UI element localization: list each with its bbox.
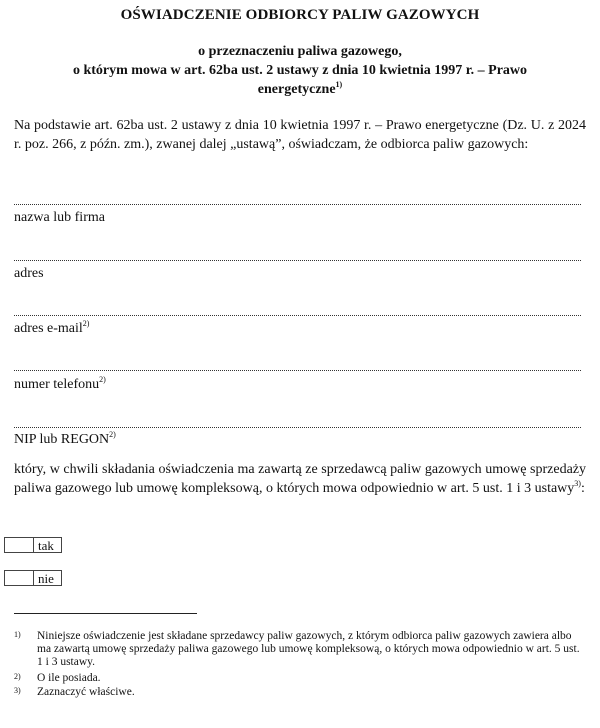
choice-yes <box>4 537 62 553</box>
footnote-1 <box>14 630 586 669</box>
no-checkbox[interactable] <box>5 571 34 585</box>
footnote-2 <box>14 672 586 685</box>
address-label-text: adres <box>14 266 44 281</box>
nip-regon-input-line[interactable] <box>14 427 581 428</box>
phone-input-line[interactable] <box>14 370 581 371</box>
footnote-ref-2: 2) <box>99 375 106 384</box>
footnote-2-number: 2) <box>14 672 21 681</box>
no-label: nie <box>38 571 54 586</box>
footnote-ref-2: 2) <box>82 319 90 328</box>
name-label-text: nazwa lub firma <box>14 210 105 225</box>
footnote-ref-2: 2) <box>109 430 116 439</box>
yes-checkbox[interactable] <box>5 538 34 552</box>
agreement-paragraph <box>14 460 586 498</box>
document-title: OŚWIADCZENIE ODBIORCY PALIW GAZOWYCH <box>120 7 480 23</box>
agreement-text: który, w chwili składania oświadczenia ma zawartą ze sprzedawcą paliw gazowych umowę sprzedaży paliwa gazowego lub umowę kompleksową, o których mowa odpowiednio w art. 5 ust. 1 i 3 ustawy <box>14 462 586 496</box>
subtitle-line-1: o przeznaczeniu paliwa gazowego, <box>198 44 402 59</box>
footnote-separator <box>14 613 197 614</box>
footnote-ref-1[interactable]: 1) <box>335 80 343 89</box>
email-label-text: adres e-mail <box>14 321 83 336</box>
intro-paragraph: Na podstawie art. 62ba ust. 2 ustawy z dnia 10 kwietnia 1997 r. – Prawo energetyczne (Dz. U. z 2024 r. poz. 266, z późn. zm.), zwanej dalej „ustawą”, oświadczam, że odbiorca paliw gazowych: <box>14 118 586 152</box>
subtitle-line-2 <box>30 61 570 99</box>
footnote-3-text: Zaznaczyć właściwe. <box>37 686 135 698</box>
footnote-ref-3: 3) <box>574 479 581 488</box>
footnote-2-text: O ile posiada. <box>37 672 101 684</box>
footnote-3 <box>14 686 586 699</box>
footnote-3-number: 3) <box>14 686 21 695</box>
document-subtitle <box>30 42 570 99</box>
email-label <box>14 321 89 337</box>
agreement-suffix: : <box>580 481 585 496</box>
footnote-1-text: Niniejsze oświadczenie jest składane sprzedawcy paliw gazowych, z którym odbiorca paliw gazowych zawiera albo ma zawartą umowę sprzedaży paliwa gazowego lub umowę kompleksową, o których mowa odpowiednio w art. 5 ust. 1 i 3 ustawy. <box>37 630 580 668</box>
name-input-line[interactable] <box>14 204 581 205</box>
nip-regon-label <box>14 432 116 448</box>
name-label <box>14 210 105 226</box>
email-input-line[interactable] <box>14 315 581 316</box>
phone-label-text: numer telefonu <box>14 377 100 392</box>
address-input-line[interactable] <box>14 260 581 261</box>
nip-regon-label-text: NIP lub REGON <box>14 432 110 447</box>
yes-label: tak <box>38 538 54 553</box>
phone-label <box>14 377 106 393</box>
subtitle-line-2-text: o którym mowa w art. 62ba ust. 2 ustawy z dnia 10 kwietnia 1997 r. – Prawo energetyczne <box>72 63 528 97</box>
choice-no <box>4 570 62 586</box>
footnote-1-number: 1) <box>14 630 21 639</box>
address-label <box>14 266 44 282</box>
